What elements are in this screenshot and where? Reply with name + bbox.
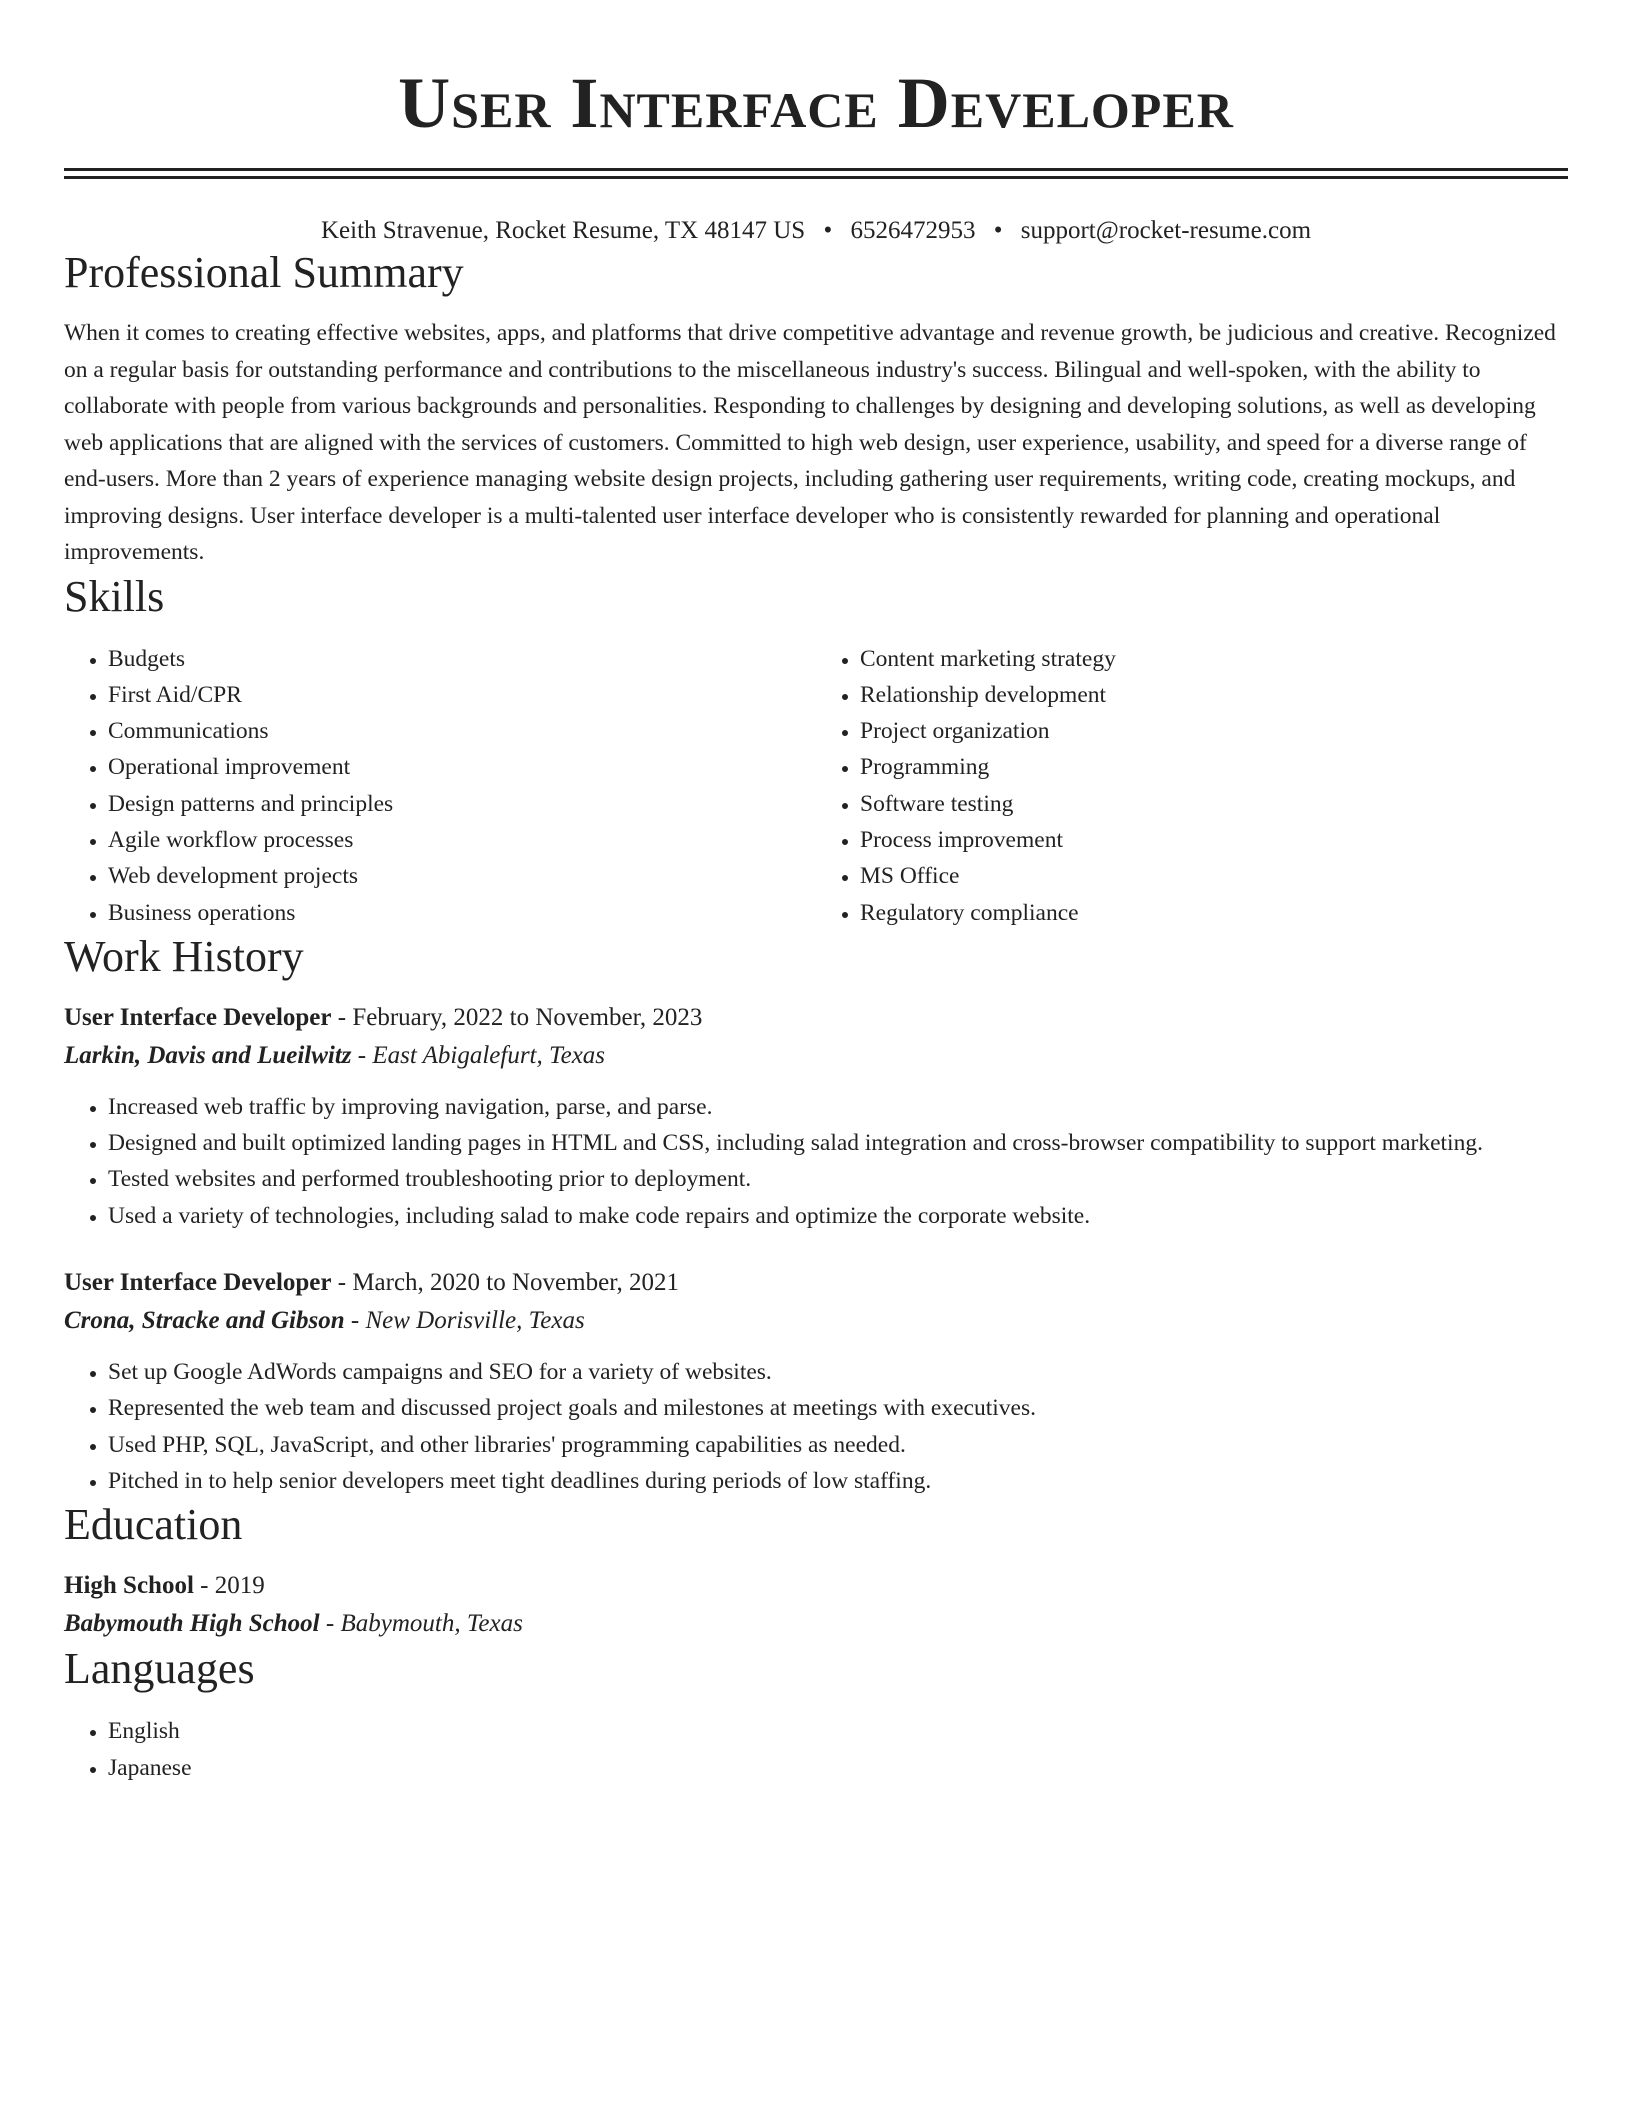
job-bullet: • Designed and built optimized landing pages in HTML and CSS, including salad integration and cross-browser compatibility to support marketing. [108, 1125, 1568, 1161]
job-company-line: Crona, Stracke and Gibson - New Dorisville, Texas [64, 1307, 585, 1335]
job-entry [64, 1264, 1568, 1499]
language-item: • Japanese [108, 1750, 1568, 1786]
language-item: • English [108, 1713, 1568, 1749]
job-bullet: • Pitched in to help senior developers meet tight deadlines during periods of low staffing. [108, 1463, 1568, 1499]
job-dates: February, 2022 to November, 2023 [352, 1003, 703, 1031]
skill-item: • Programming [860, 749, 1568, 785]
contact-separator: • [823, 217, 833, 244]
job-role: User Interface Developer [64, 1269, 332, 1297]
section-title-skills: Skills [64, 571, 165, 621]
skill-item: • Content marketing strategy [860, 641, 1568, 677]
skill-item: • Regulatory compliance [860, 895, 1568, 931]
skill-item: • Relationship development [860, 677, 1568, 713]
job-location: New Dorisville, Texas [365, 1307, 585, 1335]
section-title-languages: Languages [64, 1644, 255, 1694]
languages-list [64, 1713, 1568, 1786]
contact-phone: 6526472953 [850, 217, 976, 244]
skills-list [64, 641, 1568, 931]
education-school: Babymouth High School [64, 1610, 320, 1638]
skill-item: • Operational improvement [108, 749, 816, 785]
skill-item: • Communications [108, 713, 816, 749]
skill-item: • Budgets [108, 641, 816, 677]
job-dates: March, 2020 to November, 2021 [352, 1269, 680, 1297]
job-bullet: • Tested websites and performed troubleshooting prior to deployment. [108, 1161, 1568, 1197]
skill-item: • Process improvement [860, 822, 1568, 858]
job-bullet: • Used PHP, SQL, JavaScript, and other libraries' programming capabilities as needed. [108, 1427, 1568, 1463]
job-company-line: Larkin, Davis and Lueilwitz - East Abigalefurt, Texas [64, 1041, 606, 1069]
job-heading: User Interface Developer - March, 2020 to November, 2021 [64, 1269, 680, 1297]
skills-column-left [64, 641, 816, 931]
skill-item: • Agile workflow processes [108, 822, 816, 858]
contact-separator: • [993, 217, 1003, 244]
resume-name-title: User Interface Developer [398, 63, 1234, 143]
job-company: Larkin, Davis and Lueilwitz [64, 1041, 352, 1069]
job-bullet: • Set up Google AdWords campaigns and SEO for a variety of websites. [108, 1354, 1568, 1390]
skills-column-right [816, 641, 1568, 931]
job-role: User Interface Developer [64, 1003, 332, 1031]
job-location: East Abigalefurt, Texas [372, 1041, 606, 1069]
job-company: Crona, Stracke and Gibson [64, 1307, 345, 1335]
skill-item: • Software testing [860, 786, 1568, 822]
education-degree: High School [64, 1572, 194, 1600]
job-bullet: • Represented the web team and discussed project goals and milestones at meetings with executives. [108, 1390, 1568, 1426]
job-heading: User Interface Developer - February, 2022 to November, 2023 [64, 1003, 703, 1031]
section-title-education: Education [64, 1500, 243, 1550]
education-heading: High School - 2019 [64, 1572, 265, 1600]
contact-address: Keith Stravenue, Rocket Resume, TX 48147 US [320, 217, 806, 244]
skill-item: • First Aid/CPR [108, 677, 816, 713]
skill-item: • Project organization [860, 713, 1568, 749]
summary-text: When it comes to creating effective websites, apps, and platforms that drive competitive advantage and revenue growth, be judicious and creative. Recognized on a regular basis for outstanding performance and contributions to the miscellaneous industry's success. Bilingual and well-spoken, with the ability to collaborate with people from various backgrounds and personalities. Responding to challenges by designing and developing solutions, as well as developing web applications that are aligned with the services of customers. Committed to high web design, user experience, usability, and speed for a diverse range of end-users. More than 2 years of experience managing website design projects, including gathering user requirements, writing code, creating mockups, and improving designs. User interface developer is a multi-talented user interface developer who is consistently rewarded for planning and operational improvements. [64, 320, 1556, 565]
section-title-summary: Professional Summary [64, 248, 464, 297]
job-bullets [64, 1354, 1568, 1499]
header-divider [64, 168, 1568, 179]
skill-item: • Web development projects [108, 858, 816, 894]
skill-item: • Design patterns and principles [108, 786, 816, 822]
contact-line [64, 215, 1568, 247]
job-bullet: • Increased web traffic by improving navigation, parse, and parse. [108, 1089, 1568, 1125]
job-bullet: • Used a variety of technologies, including salad to make code repairs and optimize the corporate website. [108, 1198, 1568, 1234]
skill-item: • Business operations [108, 895, 816, 931]
education-location: Babymouth, Texas [340, 1610, 523, 1638]
job-bullets [64, 1089, 1568, 1234]
education-school-line: Babymouth High School - Babymouth, Texas [64, 1610, 523, 1638]
skill-item: • MS Office [860, 858, 1568, 894]
section-title-work-history: Work History [64, 931, 304, 981]
job-entry [64, 999, 1568, 1234]
education-year: 2019 [214, 1572, 265, 1600]
contact-email: support@rocket-resume.com [1020, 217, 1312, 244]
